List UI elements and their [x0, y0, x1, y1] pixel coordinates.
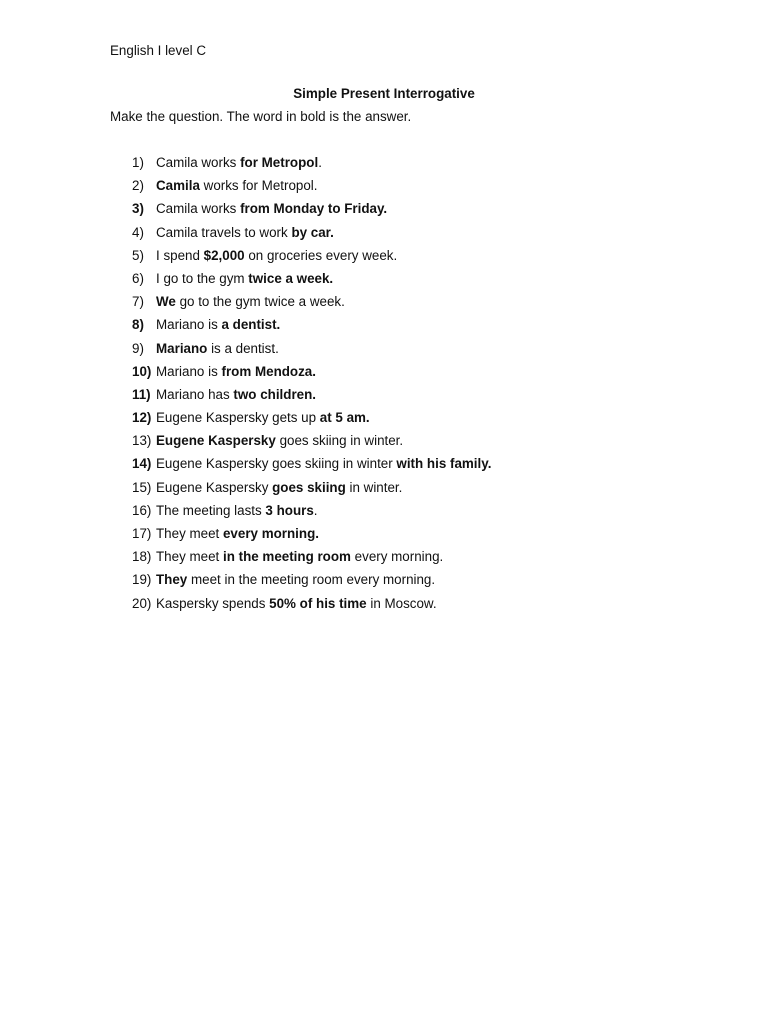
exercise-item	[132, 363, 491, 386]
sentence-text: Camila works	[156, 201, 241, 217]
answer-text: goes skiing	[272, 479, 346, 495]
sentence-text: They meet	[156, 549, 223, 565]
exercise-sentence	[156, 479, 402, 502]
exercise-item	[132, 479, 491, 502]
exercise-number: 17)	[132, 526, 152, 541]
exercise-number: 1)	[132, 155, 144, 170]
sentence-text: Camila travels to work	[156, 224, 292, 240]
answer-text: from Mendoza.	[221, 363, 316, 379]
sentence-text: on groceries every week.	[244, 247, 398, 263]
answer-text: We	[156, 294, 176, 310]
exercise-sentence	[156, 293, 345, 316]
sentence-text: meet in the meeting room every morning.	[187, 572, 436, 588]
answer-text: 50% of his time	[269, 595, 367, 611]
exercise-item	[132, 340, 491, 363]
exercise-number: 4)	[132, 224, 144, 240]
exercise-number: 11)	[132, 386, 151, 402]
sentence-text: Mariano is	[156, 363, 222, 379]
exercise-number: 8)	[132, 317, 144, 333]
answer-text: $2,000	[203, 247, 245, 263]
exercise-sentence	[156, 595, 437, 618]
exercise-item	[132, 200, 491, 223]
answer-text: every morning.	[222, 526, 319, 541]
exercise-item	[132, 525, 491, 548]
answer-text: by car.	[291, 224, 334, 240]
sentence-text: Eugene Kaspersky gets up	[156, 410, 320, 426]
answer-text: with his family.	[396, 456, 492, 472]
exercise-item	[132, 154, 491, 177]
exercise-number: 14)	[132, 456, 152, 472]
exercise-sentence	[156, 316, 280, 339]
exercise-item	[132, 548, 491, 571]
exercise-number: 20)	[132, 595, 152, 611]
exercise-number: 3)	[132, 201, 144, 217]
exercise-item	[132, 270, 491, 293]
worksheet-title: Simple Present Interrogative	[293, 86, 475, 101]
course-header: English I level C	[110, 43, 207, 58]
exercise-number: 13)	[132, 433, 152, 449]
exercise-sentence	[156, 455, 491, 478]
exercise-sentence	[156, 177, 318, 200]
exercise-list	[132, 154, 491, 618]
exercise-number: 19)	[132, 572, 152, 588]
sentence-text: I go to the gym	[156, 270, 249, 286]
exercise-sentence	[156, 571, 435, 594]
answer-text: for Metropol	[240, 155, 319, 170]
sentence-text: I spend	[156, 247, 204, 263]
exercise-item	[132, 293, 491, 316]
answer-text: at 5 am.	[319, 410, 370, 426]
sentence-text: .	[313, 502, 318, 518]
answer-text: from Monday to Friday.	[240, 201, 388, 217]
exercise-item	[132, 409, 491, 432]
exercise-sentence	[156, 363, 316, 386]
answer-text: Eugene Kaspersky	[156, 433, 276, 449]
exercise-number: 18)	[132, 549, 152, 565]
exercise-item	[132, 432, 491, 455]
answer-text: twice a week.	[248, 270, 334, 286]
sentence-text: Eugene Kaspersky goes skiing in winter	[156, 456, 397, 472]
exercise-number: 16)	[132, 502, 152, 518]
sentence-text: Mariano is	[156, 317, 222, 333]
exercise-item	[132, 571, 491, 594]
sentence-text: in Moscow.	[366, 595, 437, 611]
exercise-sentence	[156, 200, 387, 223]
answer-text: 3 hours	[265, 502, 314, 518]
sentence-text: The meeting lasts	[156, 502, 266, 518]
sentence-text: go to the gym twice a week.	[175, 294, 345, 310]
sentence-text: in winter.	[345, 479, 403, 495]
sentence-text: Camila works	[156, 155, 241, 170]
exercise-sentence	[156, 247, 397, 270]
exercise-sentence	[156, 224, 334, 247]
exercise-sentence	[156, 270, 333, 293]
exercise-number: 7)	[132, 294, 144, 310]
exercise-sentence	[156, 432, 403, 455]
exercise-sentence	[156, 409, 370, 432]
exercise-number: 15)	[132, 479, 152, 495]
exercise-item	[132, 224, 491, 247]
sentence-text: Eugene Kaspersky	[156, 479, 273, 495]
sentence-text: is a dentist.	[207, 340, 279, 356]
exercise-number: 2)	[132, 178, 144, 194]
exercise-number: 5)	[132, 247, 144, 263]
exercise-number: 10)	[132, 363, 152, 379]
instructions: Make the question. The word in bold is the answer.	[110, 109, 412, 124]
answer-text: two children.	[233, 386, 317, 402]
exercise-sentence	[156, 154, 322, 177]
exercise-item	[132, 316, 491, 339]
sentence-text: Mariano has	[156, 386, 234, 402]
exercise-item	[132, 502, 491, 525]
exercise-item	[132, 177, 491, 200]
exercise-number: 6)	[132, 270, 144, 286]
exercise-number: 12)	[132, 410, 152, 426]
sentence-text: .	[318, 155, 322, 170]
answer-text: Mariano	[156, 340, 208, 356]
answer-text: in the meeting room	[222, 549, 351, 565]
answer-text: They	[156, 572, 188, 588]
exercise-sentence	[156, 548, 443, 571]
exercise-item	[132, 386, 491, 409]
answer-text: a dentist.	[221, 317, 281, 333]
sentence-text: every morning.	[350, 549, 444, 565]
sentence-text: goes skiing in winter.	[275, 433, 404, 449]
sentence-text: works for Metropol.	[199, 178, 318, 194]
exercise-sentence	[156, 525, 319, 548]
exercise-sentence	[156, 386, 316, 409]
exercise-item	[132, 595, 491, 618]
exercise-item	[132, 455, 491, 478]
exercise-sentence	[156, 502, 318, 525]
exercise-sentence	[156, 340, 279, 363]
exercise-number: 9)	[132, 340, 144, 356]
sentence-text: They meet	[156, 526, 223, 541]
exercise-item	[132, 247, 491, 270]
answer-text: Camila	[156, 178, 200, 194]
sentence-text: Kaspersky spends	[156, 595, 270, 611]
